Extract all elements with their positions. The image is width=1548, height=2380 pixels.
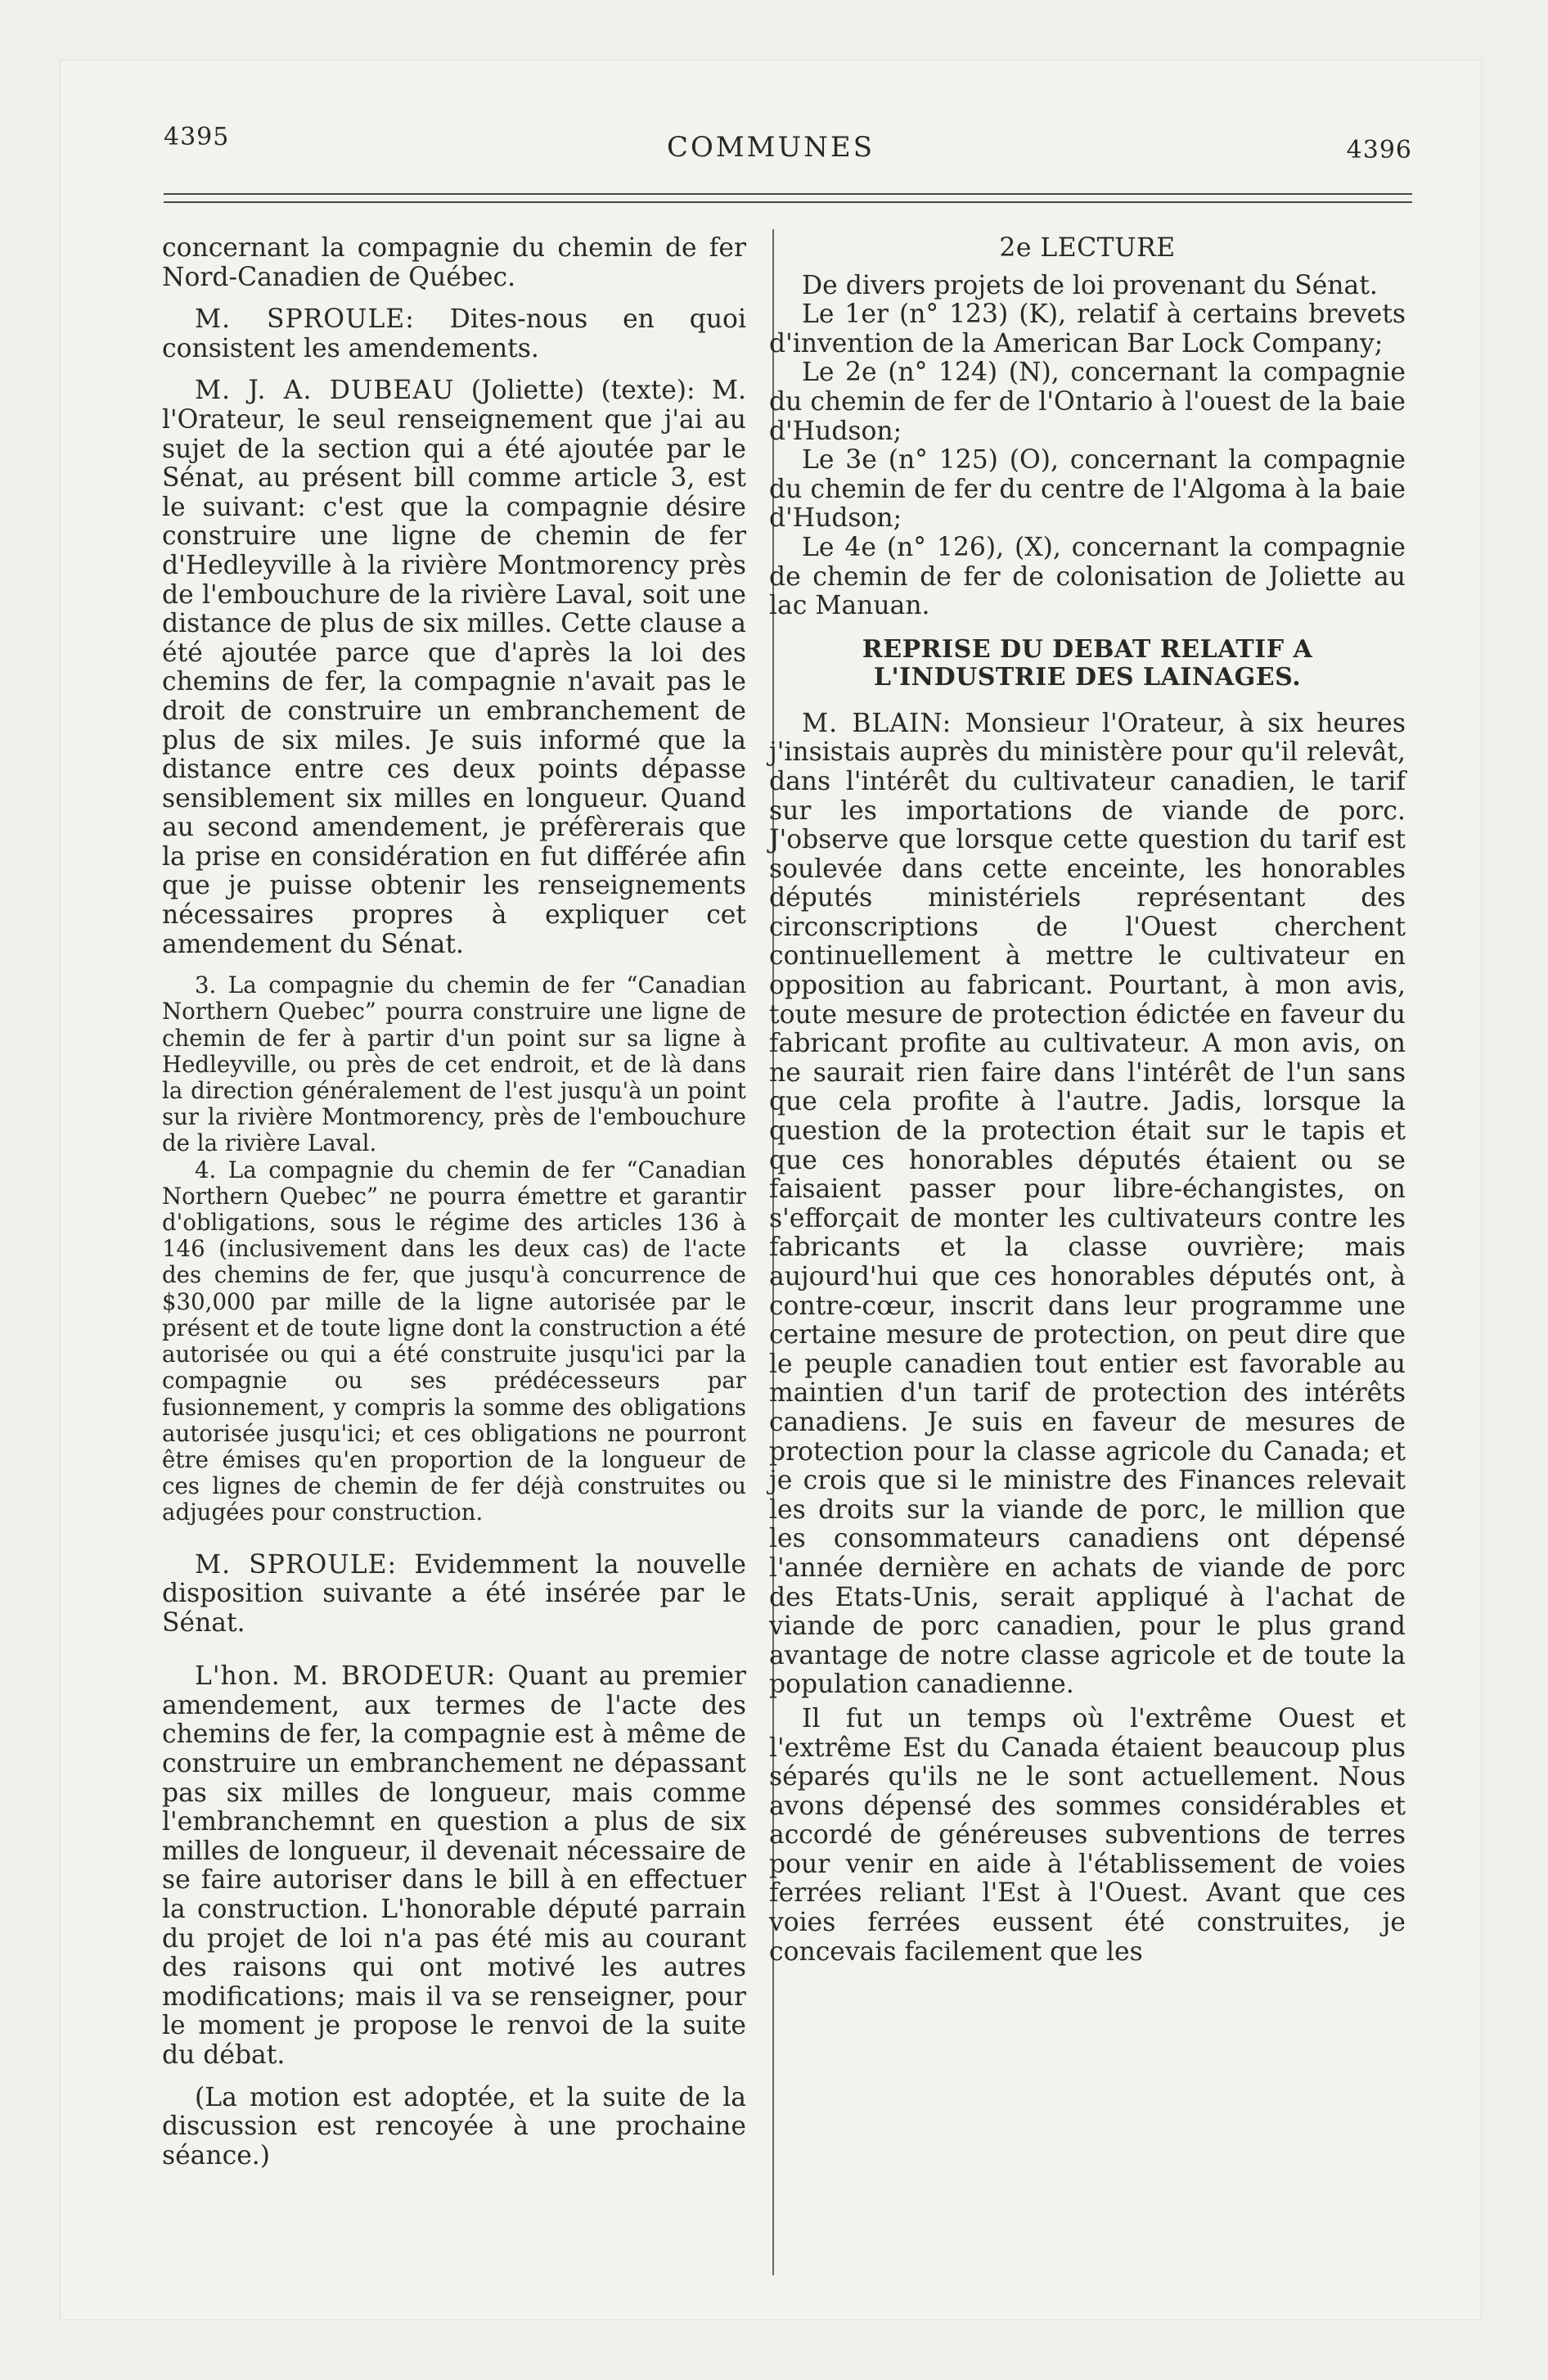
header-rule-bottom: [164, 201, 1412, 203]
speech-paragraph: [769, 710, 1406, 1700]
bill-clause: 4. La compagnie du chemin de fer “Canadian Northern Quebec” ne pourra émettre et garantir d'obligations, sous le régime des articles 136 à 146 (inclusivement dans les deux cas) de l'acte des chemins de fer, que jusqu'à concurrence de $30,000 par mille de la ligne autorisée par le présent et de toute ligne dont la construction a été autorisée ou qui a été construite jusqu'ici par la compagnie ou ses prédécesseurs par fusionnement, y compris la somme des obligations autorisée jusqu'ici; et ces obligations ne pourront être émises qu'en proportion de la longueur de ces lignes de chemin de fer déjà construites ou adjugées pour construction.: [162, 1156, 746, 1526]
speech-paragraph: [162, 1551, 746, 1639]
speaker-name: M. SPROULE:: [195, 304, 415, 335]
list-item: Le 3e (n° 125) (O), concernant la compagnie du chemin de fer du centre de l'Algoma à la baie d'Hudson;: [769, 445, 1406, 534]
left-column: [162, 234, 746, 2170]
section-heading: REPRISE DU DEBAT RELATIF A L'INDUSTRIE DES LAINAGES.: [862, 634, 1313, 692]
speech-text: Quant au premier amendement, aux termes de l'acte des chemins de fer, la compagnie est à même de construire un embranchement ne dépassant pas six milles de longueur, mais comme l'embranchemnt en question a plus de six milles de longueur, il devenait nécessaire de se faire autoriser dans le bill à en effectuer la construction. L'honorable député parrain du projet de loi n'a pas été mis au courant des raisons qui ont motivé les autres modifications; mais il va se renseigner, pour le moment je propose le renvoi de la suite du débat.: [162, 1661, 746, 2071]
list-item: Le 1er (n° 123) (K), relatif à certains brevets d'invention de la American Bar Lock Company;: [769, 300, 1406, 358]
running-title: COMMUNES: [666, 131, 875, 164]
speech-paragraph: [162, 305, 746, 363]
paragraph: concernant la compagnie du chemin de fer Nord-Canadien de Québec.: [162, 233, 746, 292]
procedural-note: (La motion est adoptée, et la suite de la discussion est rencoyée à une prochaine séance.): [162, 2082, 746, 2170]
speech-text: Monsieur l'Orateur, à six heures j'insistais auprès du ministère pour qu'il relevât, dans l'intérêt du cultivateur canadien, le tarif sur les importations de viande de porc. J'observe que lorsque cette question du tarif est soulevée dans cette enceinte, les honorables députés ministériels représentant des circonscriptions de l'Ouest cherchent continuellement à mettre le cultivateur en opposition au fabricant. Pourtant, à mon avis, toute mesure de protection édictée en faveur du fabricant profite au cultivateur. A mon avis, on ne saurait rien faire dans l'intérêt de l'un sans que cela profite à l'autre. Jadis, lorsque la question de la protection était sur le tapis et que ces honorables députés étaient ou se faisaient passer pour libre-échangistes, on s'efforçait de monter les cultivateurs contre les fabricants et la classe ouvrière; mais aujourd'hui que ces honorables députés ont, à contre-cœur, inscrit dans leur programme une certaine mesure de protection, on peut dire que le peuple canadien tout entier est favorable au maintien d'un tarif de protection des intérêts canadiens. Je suis en faveur de mesures de protection pour la classe agricole du Canada; et je crois que si le ministre des Finances relevait les droits sur la viande de porc, le million que les consommateurs canadiens ont dépensé l'année dernière en achats de viande de porc des Etats-Unis, serait appliqué à l'achat de viande de porc canadien, pour le plus grand avantage de notre classe agricole et de toute la population canadienne.: [769, 708, 1406, 1700]
bill-clause: 3. La compagnie du chemin de fer “Canadian Northern Quebec” pourra construire une ligne de chemin de fer à partir d'un point sur sa ligne à Hedleyville, ou près de cet endroit, et de là dans la direction généralement de l'est jusqu'à un point sur la rivière Montmorency, près de l'embouchure de la rivière Laval.: [162, 971, 746, 1157]
speaker-name: M. J. A. DUBEAU: [195, 376, 455, 406]
speech-paragraph: [162, 376, 746, 959]
speech-text: (Joliette) (texte): M. l'Orateur, le seul renseignement que j'ai au sujet de la section qui a été ajoutée par le Sénat, au présent bill comme article 3, est le suivant: c'est que la compagnie désire construire une ligne de chemin de fer d'Hedleyville à la rivière Montmorency près de l'embouchure de la rivière Laval, soit une distance de plus de six milles. Cette clause a été ajoutée parce que d'après la loi des chemins de fer, la compagnie n'avait pas le droit de construire un embranchement de plus de six miles. Je suis informé que la distance entre ces deux points dépasse sensiblement six milles en longueur. Quand au second amendement, je préfèrerais que la prise en considération en fut différée afin que je puisse obtenir les renseignements nécessaires propres à expliquer cet amendement du Sénat.: [162, 376, 746, 959]
speaker-name: M. SPROULE:: [195, 1549, 398, 1580]
page-number-left: 4395: [164, 123, 230, 151]
speaker-name: M. BLAIN:: [802, 708, 952, 738]
list-item: Le 4e (n° 126), (X), concernant la compagnie de chemin de fer de colonisation de Joliette au lac Manuan.: [769, 532, 1406, 621]
speaker-name: L'hon. M. BRODEUR:: [195, 1661, 497, 1692]
speech-text: Dites-nous en quoi consistent les amendements.: [162, 304, 746, 363]
section-heading: 2e LECTURE: [999, 233, 1176, 263]
list-item: Le 2e (n° 124) (N), concernant la compagnie du chemin de fer de l'Ontario à l'ouest de la baie d'Hudson;: [769, 358, 1406, 446]
paragraph: Il fut un temps où l'extrême Ouest et l'extrême Est du Canada étaient beaucoup plus séparés qu'ils ne le sont actuellement. Nous avons dépensé des sommes considérables et accordé de généreuses subventions de terres pour venir en aide à l'établissement de voies ferrées reliant l'Est à l'Ouest. Avant que ces voies ferrées eussent été construites, je concevais facilement que les: [769, 1703, 1406, 1967]
document-page: [61, 61, 1481, 2319]
right-column: [769, 234, 1406, 1967]
speech-text: Evidemment la nouvelle disposition suivante a été insérée par le Sénat.: [162, 1549, 746, 1638]
speech-paragraph: [162, 1662, 746, 2070]
header-rule-top: [164, 193, 1412, 195]
page-number-right: 4396: [1346, 136, 1412, 165]
paragraph: De divers projets de loi provenant du Sénat.: [802, 270, 1378, 300]
